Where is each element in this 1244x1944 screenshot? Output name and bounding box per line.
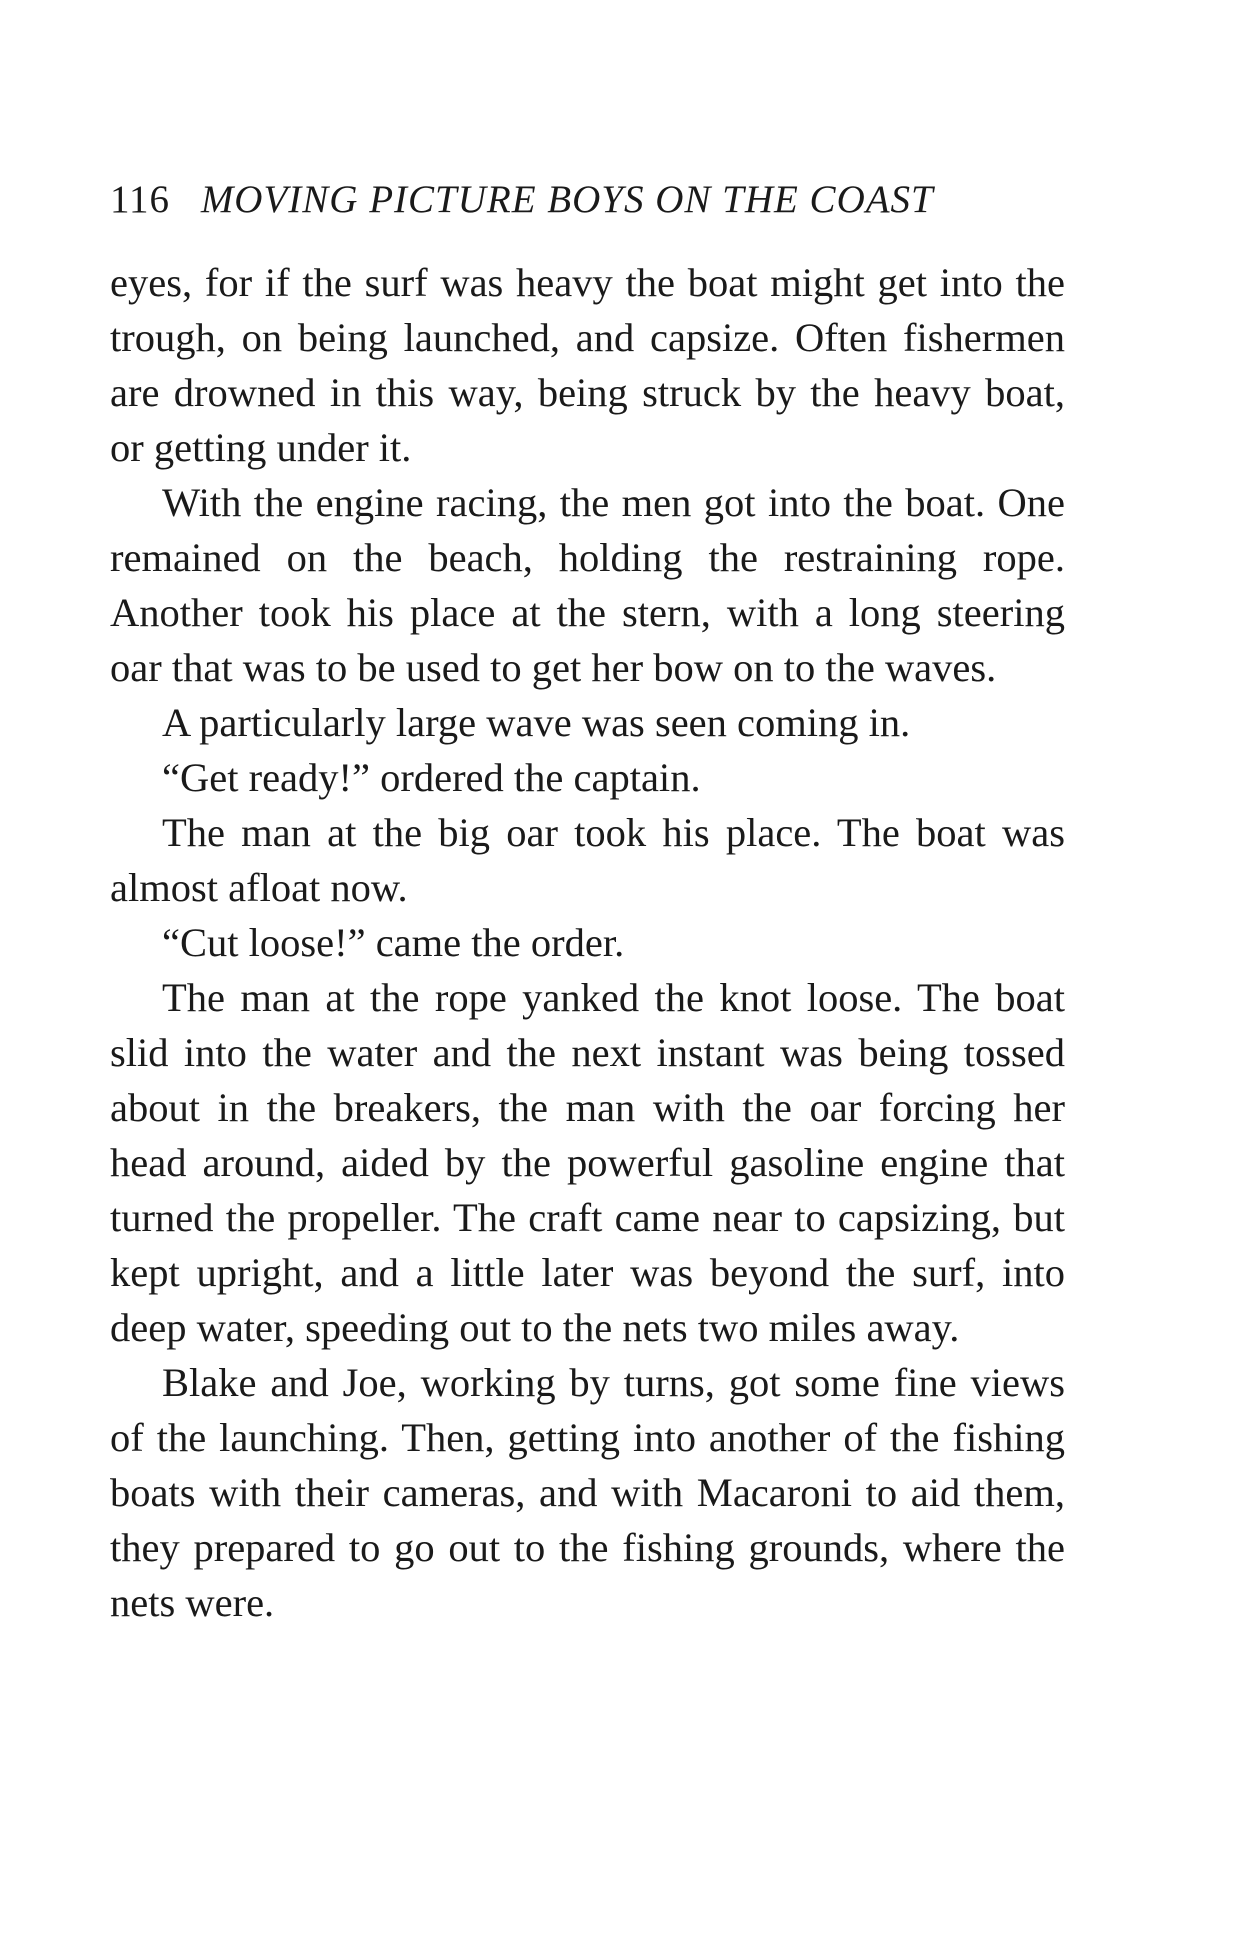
paragraph: With the engine racing, the men got into the boat. One remained on the beach, holding the restraining rope. Another took his place at the stern, with a long steering oar that was to be used to get her bow on to the waves. [110,480,1065,690]
page-number: 116 [110,178,171,221]
running-header [110,172,1075,228]
paragraph: The man at the rope yanked the knot loose. The boat slid into the water and the next instant was being tossed about in the breakers, the man with the oar forcing her head around, aided by the powerful gasoline engine that turned the propeller. The craft came near to capsizing, but kept upright, and a little later was beyond the surf, into deep water, speeding out to the nets two miles away. [110,975,1065,1350]
paragraph-continued: eyes, for if the surf was heavy the boat might get into the trough, on being launched, and capsize. Often fishermen are drowned in this way, being struck by the heavy boat, or getting under it. [110,260,1065,470]
running-title: MOVING PICTURE BOYS ON THE COAST [200,178,934,221]
paragraph: A particularly large wave was seen coming in. [162,700,911,745]
dialogue-paragraph: “Get ready!” ordered the captain. [162,755,701,800]
paragraph: The man at the big oar took his place. The boat was almost afloat now. [110,810,1065,910]
body-text [110,255,1065,1630]
paragraph: Blake and Joe, working by turns, got some fine views of the launching. Then, getting into another of the fishing boats with their cameras, and with Macaroni to aid them, they prepared to go out to the fishing grounds, where the nets were. [110,1360,1065,1625]
dialogue-paragraph: “Cut loose!” came the order. [162,920,625,965]
